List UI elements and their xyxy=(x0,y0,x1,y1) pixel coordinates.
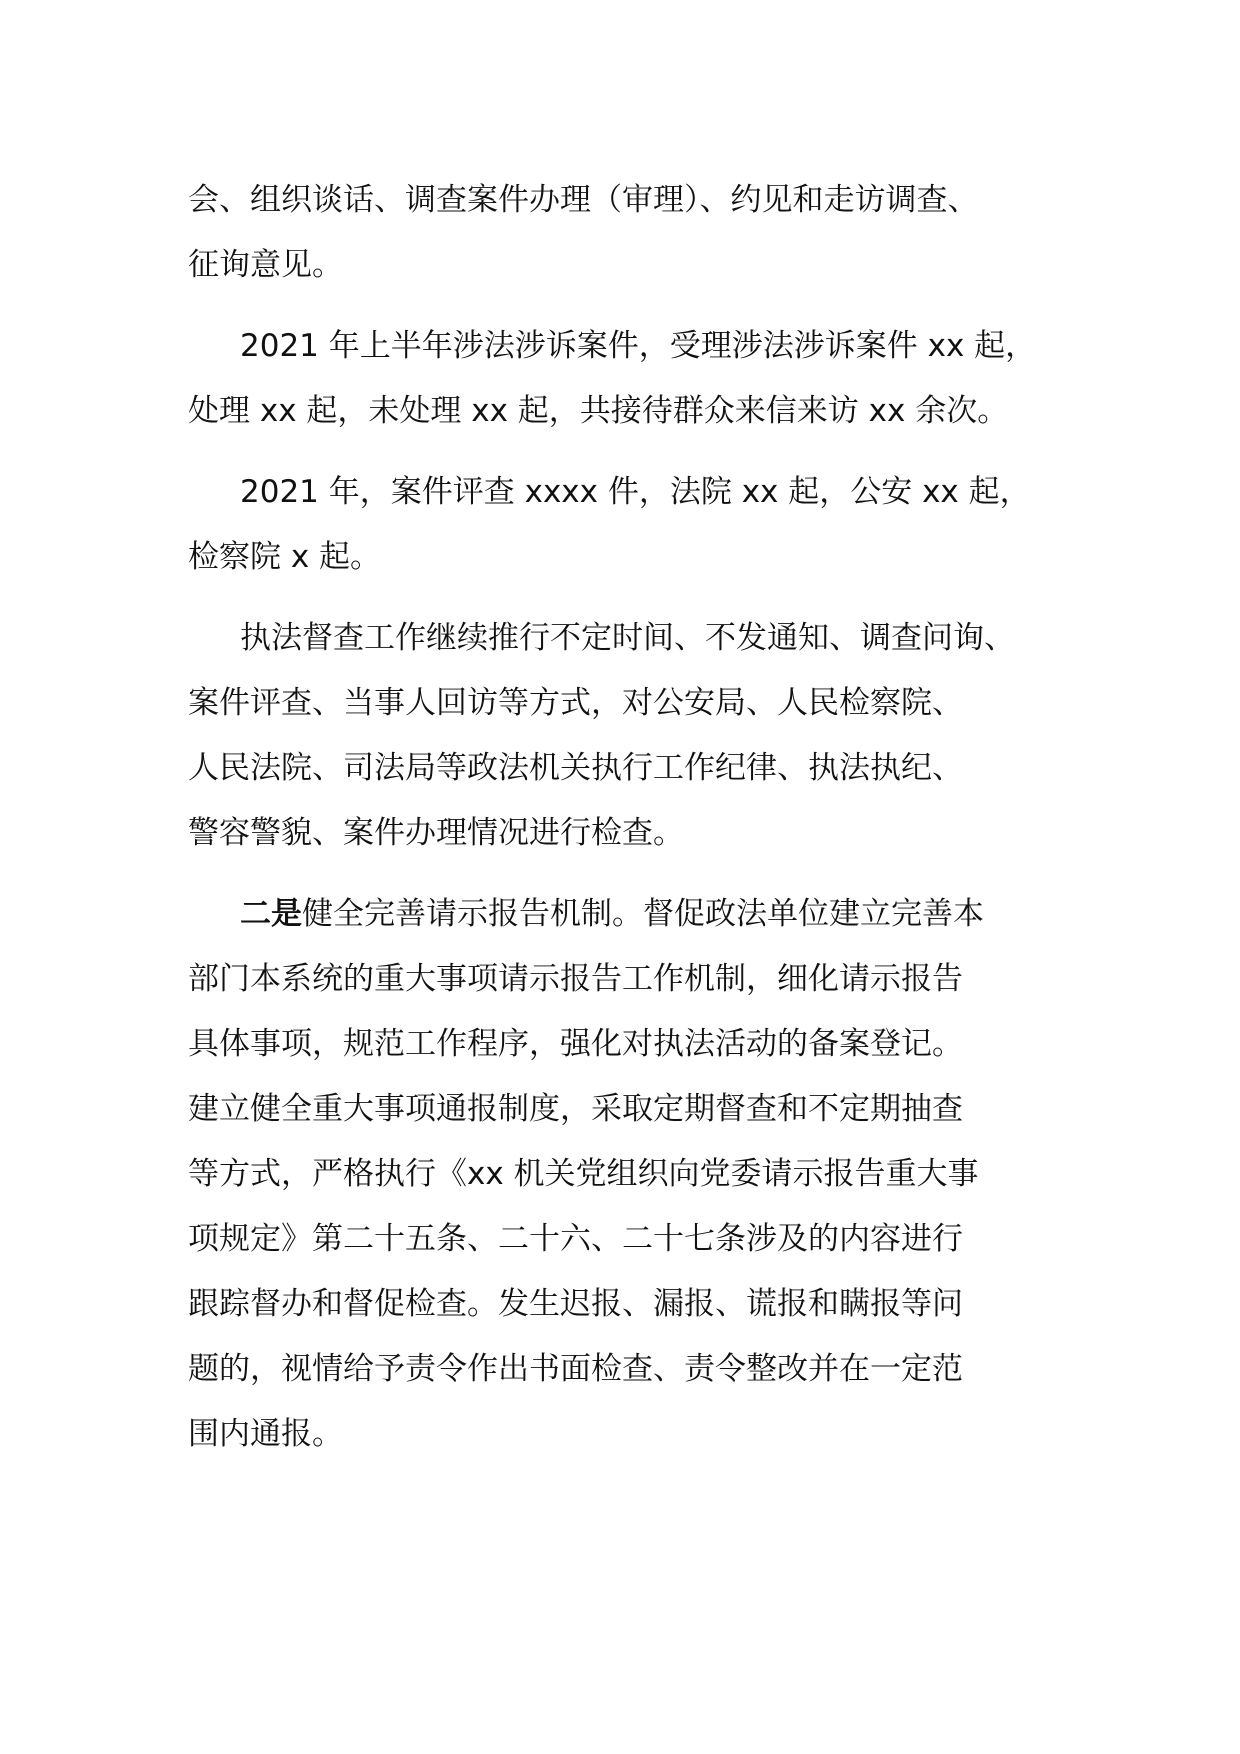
text-line: 会、组织谈话、调查案件办理（审理）、约见和走访调查、 xyxy=(188,182,979,218)
text-line: 项规定》第二十五条、二十六、二十七条涉及的内容进行 xyxy=(188,1221,963,1257)
text-line: 案件评查、当事人回访等方式，对公安局、人民检察院、 xyxy=(188,685,963,721)
text-line: 围内通报。 xyxy=(188,1416,343,1452)
paragraph-case-review xyxy=(188,460,1088,590)
text-line: 部门本系统的重大事项请示报告工作机制，细化请示报告 xyxy=(188,961,963,997)
text-line: 具体事项，规范工作程序，强化对执法活动的备案登记。 xyxy=(188,1026,963,1062)
text-line: 执法督查工作继续推行不定时间、不发通知、调查问询、 xyxy=(240,620,1015,656)
text-line: 跟踪督办和督促检查。发生迟报、漏报、谎报和瞒报等问 xyxy=(188,1286,963,1322)
text-line: 处理 xx 起，未处理 xx 起，共接待群众来信来访 xx 余次。 xyxy=(188,393,1009,429)
document-page xyxy=(188,168,1088,1483)
text-line: 检察院 x 起。 xyxy=(188,539,382,575)
paragraph-lead-bold: 二是 xyxy=(240,896,302,932)
paragraph-reporting-mechanism xyxy=(188,882,1088,1467)
paragraph-petition-cases xyxy=(188,314,1088,444)
text-line: 人民法院、司法局等政法机关执行工作纪律、执法执纪、 xyxy=(188,750,963,786)
text-line: 警容警貌、案件办理情况进行检查。 xyxy=(188,815,684,851)
text-line: 2021 年上半年涉法涉诉案件，受理涉法涉诉案件 xx 起， xyxy=(240,328,1037,364)
text-line: 等方式，严格执行《xx 机关党组织向党委请示报告重大事 xyxy=(188,1156,979,1192)
text-line: 建立健全重大事项通报制度，采取定期督查和不定期抽查 xyxy=(188,1091,963,1127)
text-line xyxy=(188,882,1088,947)
paragraph-law-enforcement-inspection xyxy=(188,606,1088,866)
text-line: 题的，视情给予责令作出书面检查、责令整改并在一定范 xyxy=(188,1351,963,1387)
paragraph-continuation xyxy=(188,168,1088,298)
text-line: 征询意见。 xyxy=(188,247,343,283)
text-line: 2021 年，案件评查 xxxx 件，法院 xx 起，公安 xx 起， xyxy=(240,474,1031,510)
text-fragment: 健全完善请示报告机制。督促政法单位建立完善本 xyxy=(302,896,984,932)
